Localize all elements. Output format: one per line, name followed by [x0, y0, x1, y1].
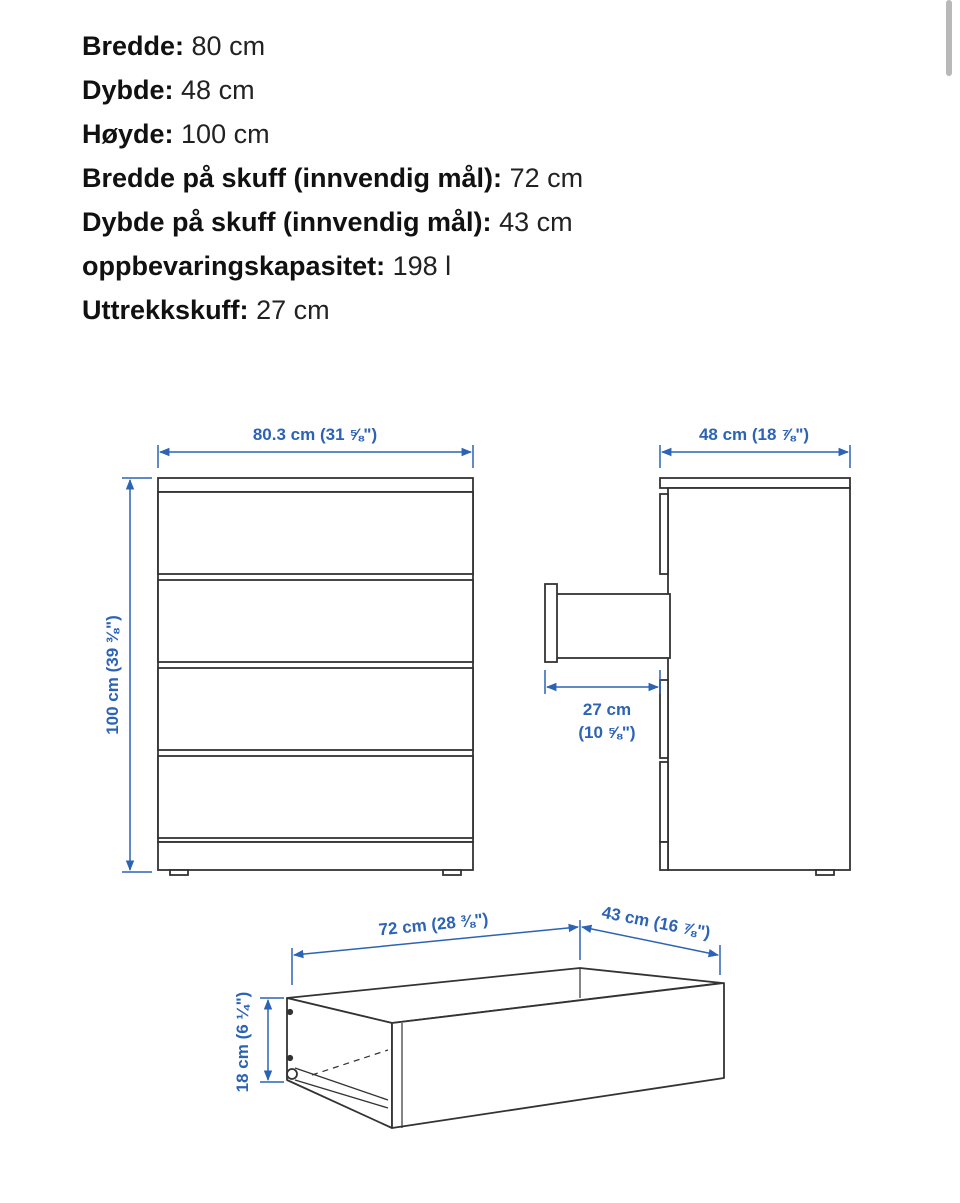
side-depth-dimension [660, 425, 850, 468]
drawer-pullout-label-line1: 27 cm [582, 700, 632, 719]
side-depth-label: 48 cm (18 ⅞") [698, 425, 810, 444]
spec-value: 72 cm [509, 163, 584, 193]
spec-label: Bredde: [82, 31, 185, 61]
drawer-pullout-dimension [545, 670, 660, 742]
spec-label: Høyde: [82, 119, 174, 149]
spec-value: 100 cm [181, 119, 270, 149]
spec-value: 27 cm [256, 295, 330, 325]
drawer-height-label: 18 cm (6 ¼") [233, 991, 252, 1093]
drawer-height-dimension [233, 992, 284, 1093]
spec-value: 43 cm [499, 207, 573, 237]
drawer-depth-dimension [582, 903, 720, 975]
height-label: 100 cm (39 ⅜") [103, 615, 122, 735]
drawer-pullout-label-line2: (10 ⅝") [578, 723, 636, 742]
side-view-chest [545, 478, 850, 875]
spec-label: oppbevaringskapasitet: [82, 251, 386, 281]
front-width-dimension [158, 425, 473, 468]
spec-value: 48 cm [181, 75, 255, 105]
front-view-chest [158, 478, 473, 875]
spec-label: Dybde: [82, 75, 174, 105]
spec-value: 198 l [392, 251, 452, 281]
height-dimension [103, 478, 152, 872]
spec-value: 80 cm [191, 31, 266, 61]
drawer-depth-label: 43 cm (16 ⅞") [600, 902, 712, 943]
spec-label: Dybde på skuff (innvendig mål): [82, 207, 492, 237]
drawer-width-label: 72 cm (28 ⅜") [377, 909, 490, 940]
front-width-label: 80.3 cm (31 ⅝") [252, 425, 378, 444]
spec-label: Uttrekkskuff: [82, 295, 249, 325]
spec-label: Bredde på skuff (innvendig mål): [82, 163, 503, 193]
drawer-perspective [287, 968, 724, 1128]
